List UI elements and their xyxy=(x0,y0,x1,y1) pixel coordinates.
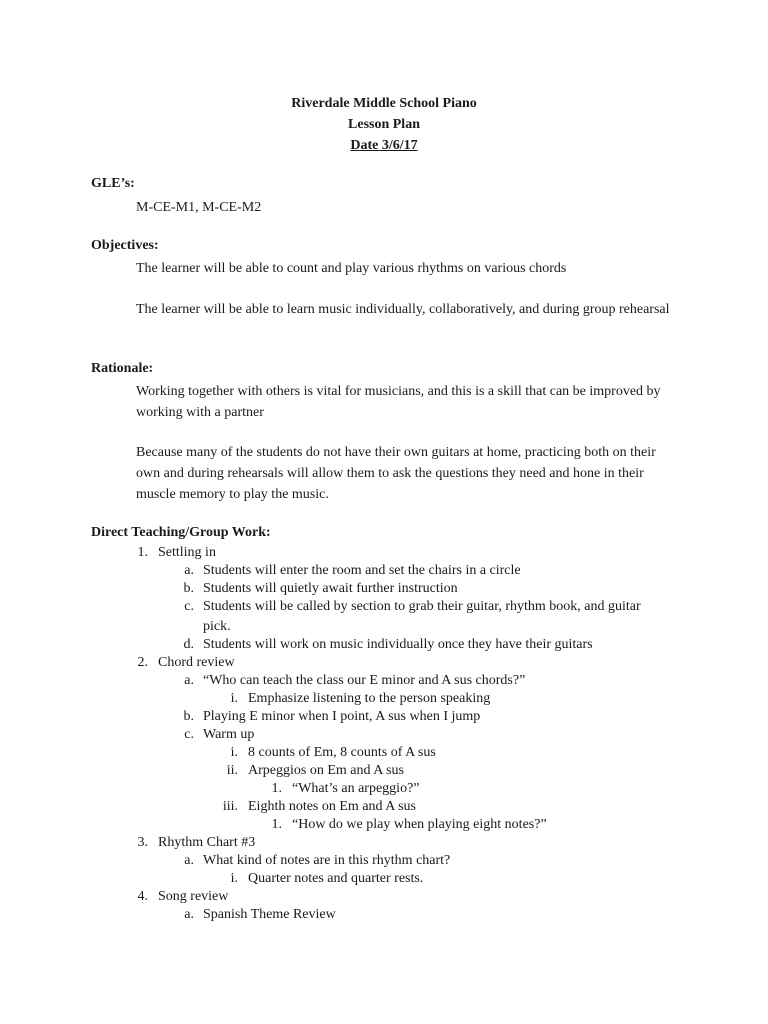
outline-marker: a. xyxy=(184,853,194,868)
outline-text: “How do we play when playing eight notes?” xyxy=(292,817,547,832)
outline-marker: a. xyxy=(184,673,194,688)
outline-text: Rhythm Chart #3 xyxy=(158,835,256,850)
outline-marker: i. xyxy=(230,691,238,706)
outline-text: Arpeggios on Em and A sus xyxy=(248,763,404,778)
outline-text: Song review xyxy=(158,889,229,904)
lesson-plan-title: Lesson Plan xyxy=(348,117,420,132)
outline-text: Eighth notes on Em and A sus xyxy=(248,799,416,814)
rationale-item: Working together with others is vital for musicians, and this is a skill that can be improved by working with a partner xyxy=(136,384,661,420)
outline-marker: 1. xyxy=(137,545,148,560)
outline-text: Students will work on music individually once they have their guitars xyxy=(203,637,593,652)
outline-text: Quarter notes and quarter rests. xyxy=(248,871,424,886)
objective-item: The learner will be able to learn music individually, collaboratively, and during group rehearsal xyxy=(136,302,670,317)
outline-text: 8 counts of Em, 8 counts of A sus xyxy=(248,745,436,760)
school-title: Riverdale Middle School Piano xyxy=(291,96,477,111)
outline-text: Chord review xyxy=(158,655,235,670)
outline-text: Emphasize listening to the person speaking xyxy=(248,691,491,706)
outline-marker: 1. xyxy=(271,817,282,832)
outline-text: Students will quietly await further instruction xyxy=(203,581,458,596)
objectives-heading: Objectives: xyxy=(91,238,159,253)
outline-marker: a. xyxy=(184,907,194,922)
outline-marker: b. xyxy=(183,709,194,724)
rationale-heading: Rationale: xyxy=(91,361,154,376)
outline-marker: 2. xyxy=(137,655,148,670)
outline-marker: 1. xyxy=(271,781,282,796)
outline-marker: a. xyxy=(184,563,194,578)
gles-heading: GLE’s: xyxy=(91,176,135,191)
outline-marker: i. xyxy=(230,871,238,886)
outline-marker: b. xyxy=(183,581,194,596)
outline-marker: 3. xyxy=(137,835,148,850)
outline-marker: c. xyxy=(184,599,194,614)
outline-marker: 4. xyxy=(137,889,148,904)
outline-text: Settling in xyxy=(158,545,216,560)
outline-text: Students will be called by section to grab their guitar, rhythm book, and guitar xyxy=(203,599,641,614)
outline-text: “What’s an arpeggio?” xyxy=(292,781,420,796)
lesson-date: Date 3/6/17 xyxy=(350,138,418,153)
document-header xyxy=(0,93,768,156)
outline-text: pick. xyxy=(203,619,231,634)
outline-marker: i. xyxy=(230,745,238,760)
outline-text: Playing E minor when I point, A sus when I jump xyxy=(203,709,481,724)
outline-marker: d. xyxy=(183,637,194,652)
outline-text: “Who can teach the class our E minor and A sus chords?” xyxy=(203,673,526,688)
outline-marker: iii. xyxy=(222,799,238,814)
outline-marker: c. xyxy=(184,727,194,742)
gles-text: M-CE-M1, M-CE-M2 xyxy=(136,200,262,215)
rationale-item: Because many of the students do not have their own guitars at home, practicing both on their own and during rehearsals will allow them to ask the questions they need and hone in their muscle memory to play the music. xyxy=(136,445,656,502)
outline-text: What kind of notes are in this rhythm chart? xyxy=(203,853,451,868)
outline-text: Students will enter the room and set the chairs in a circle xyxy=(203,563,521,578)
outline-text: Warm up xyxy=(203,727,255,742)
objective-item: The learner will be able to count and play various rhythms on various chords xyxy=(136,261,567,276)
outline-marker: ii. xyxy=(226,763,238,778)
teaching-heading: Direct Teaching/Group Work: xyxy=(91,525,271,540)
outline-text: Spanish Theme Review xyxy=(203,907,336,922)
